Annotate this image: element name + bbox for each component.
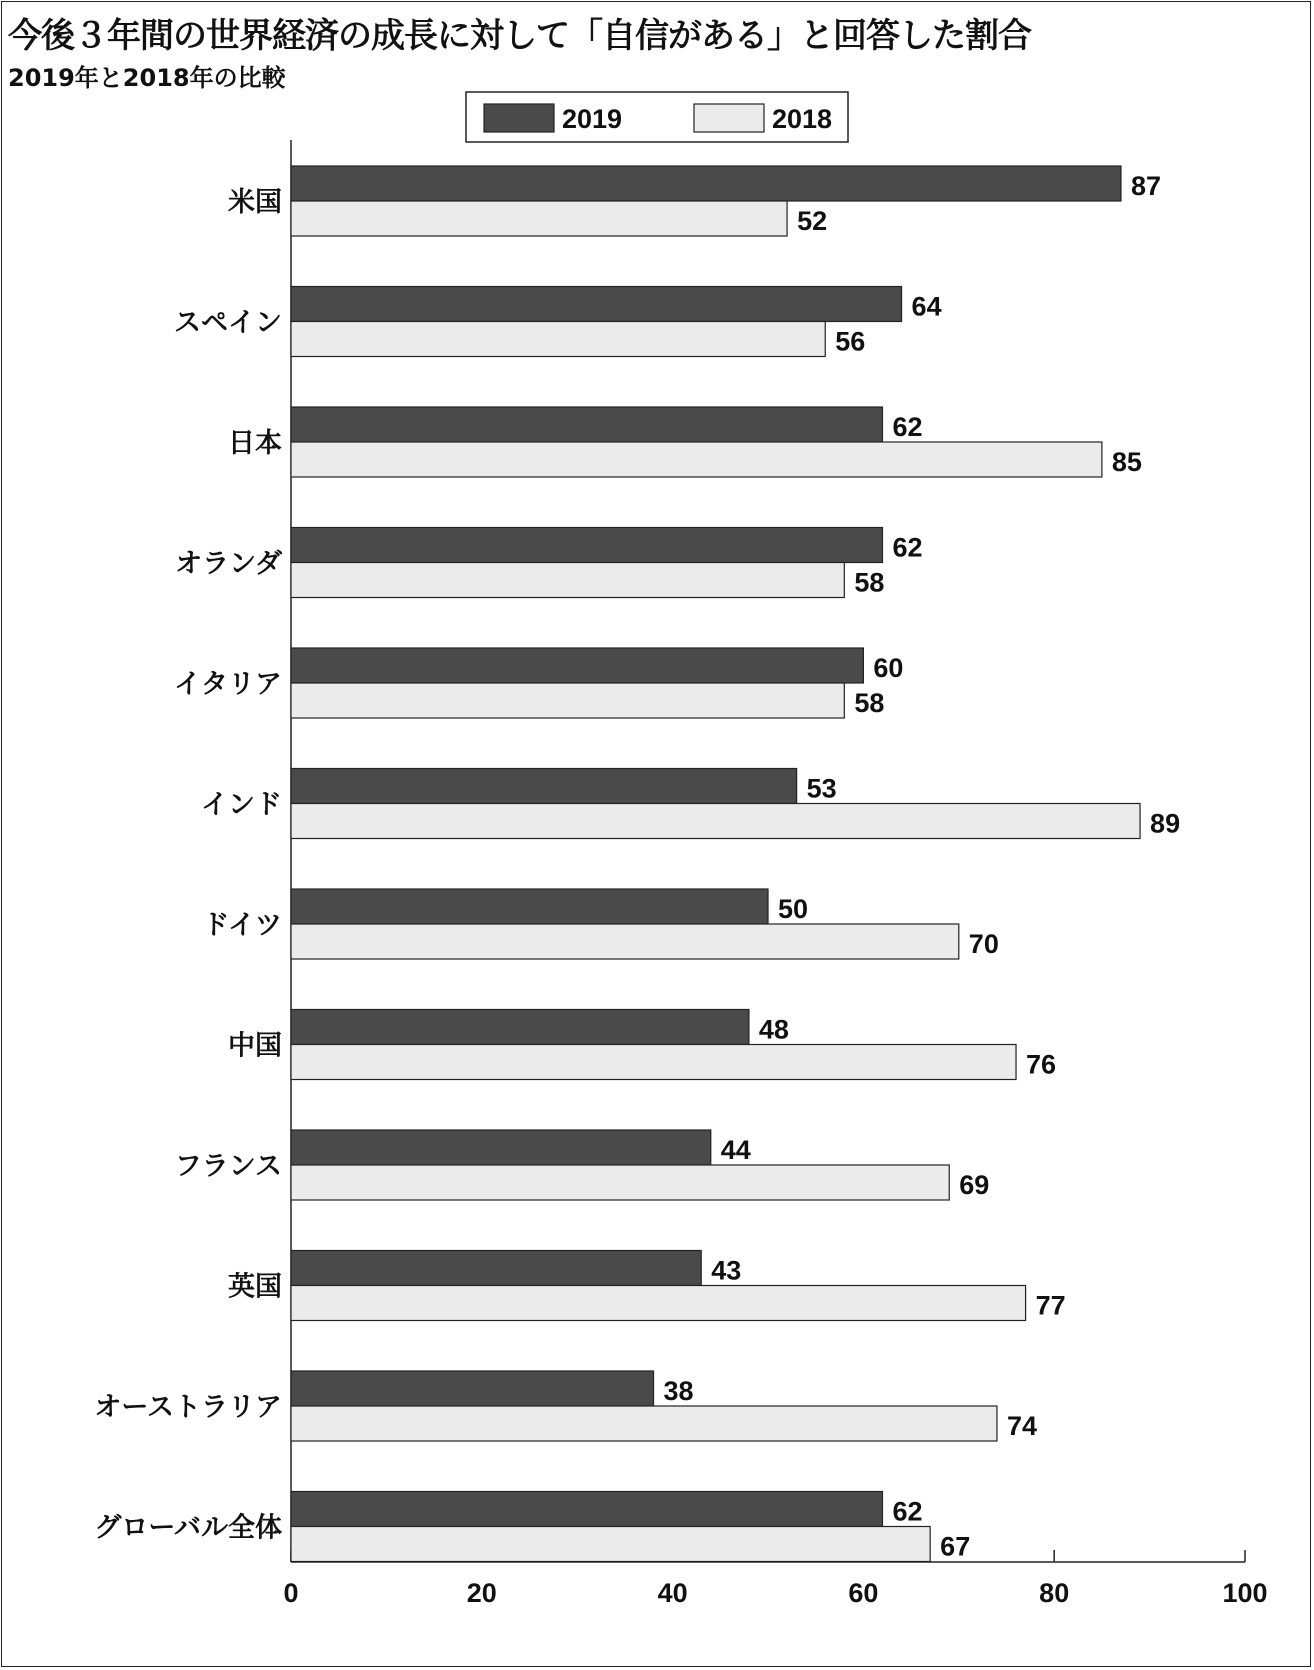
data-label-2019: 64 [911, 291, 942, 322]
legend-label-2018: 2018 [772, 104, 833, 134]
data-label-2019: 43 [711, 1255, 742, 1286]
x-tick-label: 80 [1039, 1578, 1070, 1608]
data-label-2019: 62 [892, 412, 923, 442]
data-label-2018: 76 [1026, 1049, 1057, 1080]
data-label-2019: 44 [720, 1135, 751, 1165]
data-label-2018: 52 [797, 206, 828, 236]
data-label-2018: 74 [1006, 1411, 1038, 1441]
x-tick-label: 100 [1222, 1578, 1268, 1608]
data-label-2018: 69 [959, 1170, 990, 1200]
chart-title: 今後３年間の世界経済の成長に対して「自信がある」と回答した割合 [8, 16, 1031, 56]
legend-swatch-2019 [484, 104, 554, 132]
bar-2019 [291, 1130, 711, 1165]
bar-2019 [291, 1251, 701, 1286]
data-label-2019: 62 [892, 532, 923, 563]
data-label-2019: 38 [663, 1376, 694, 1406]
data-label-2018: 85 [1111, 447, 1142, 477]
category-label: オランダ [175, 548, 282, 580]
category-label: 英国 [228, 1271, 282, 1303]
data-label-2019: 60 [873, 653, 904, 683]
bar-2018 [291, 1286, 1026, 1321]
bar-2019 [291, 1010, 749, 1045]
x-tick-label: 60 [848, 1578, 879, 1608]
bar-2018 [291, 442, 1102, 477]
category-label: ドイツ [202, 910, 282, 941]
category-label: フランス [174, 1151, 282, 1182]
bar-2018 [291, 804, 1140, 839]
data-label-2019: 87 [1130, 171, 1162, 201]
bar-2018 [291, 1165, 949, 1200]
category-label: スペイン [174, 307, 282, 339]
bar-2019 [291, 1492, 882, 1527]
bar-2019 [291, 166, 1121, 201]
bar-2019 [291, 407, 882, 442]
x-tick-label: 40 [657, 1578, 688, 1608]
bar-2018 [291, 1045, 1016, 1080]
bar-2018 [291, 1406, 997, 1441]
bar-2019 [291, 889, 768, 924]
category-label: 中国 [228, 1030, 282, 1062]
legend-swatch-2018 [694, 104, 764, 132]
data-label-2018: 58 [854, 567, 885, 598]
data-label-2019: 50 [778, 894, 809, 924]
bar-2018 [291, 683, 844, 718]
bar-2018 [291, 563, 844, 598]
category-label: 米国 [228, 187, 282, 218]
chart-subtitle: 2019年と2018年の比較 [8, 64, 286, 92]
data-label-2019: 62 [892, 1496, 923, 1527]
data-label-2018: 58 [854, 688, 885, 718]
data-label-2018: 77 [1035, 1290, 1066, 1321]
category-label: グローバル全体 [94, 1512, 282, 1544]
data-label-2019: 53 [806, 773, 837, 804]
category-label: インド [201, 789, 282, 821]
x-tick-label: 0 [283, 1578, 299, 1608]
bar-2019 [291, 1371, 654, 1406]
category-label: イタリア [174, 669, 282, 700]
data-label-2019: 48 [758, 1014, 789, 1045]
bar-2019 [291, 769, 797, 804]
data-label-2018: 70 [968, 929, 999, 959]
bar-2018 [291, 322, 825, 357]
bar-2018 [291, 201, 787, 236]
bar-2018 [291, 1527, 930, 1562]
bar-2018 [291, 924, 959, 959]
bar-2019 [291, 287, 902, 322]
legend-label-2019: 2019 [562, 104, 623, 134]
bar-2019 [291, 528, 882, 563]
category-label: 日本 [228, 428, 282, 459]
bar-2019 [291, 648, 863, 683]
data-label-2018: 89 [1150, 808, 1181, 839]
data-label-2018: 67 [940, 1531, 971, 1562]
x-tick-label: 20 [466, 1578, 497, 1608]
category-label: オーストラリア [94, 1392, 282, 1423]
data-label-2018: 56 [835, 326, 866, 357]
